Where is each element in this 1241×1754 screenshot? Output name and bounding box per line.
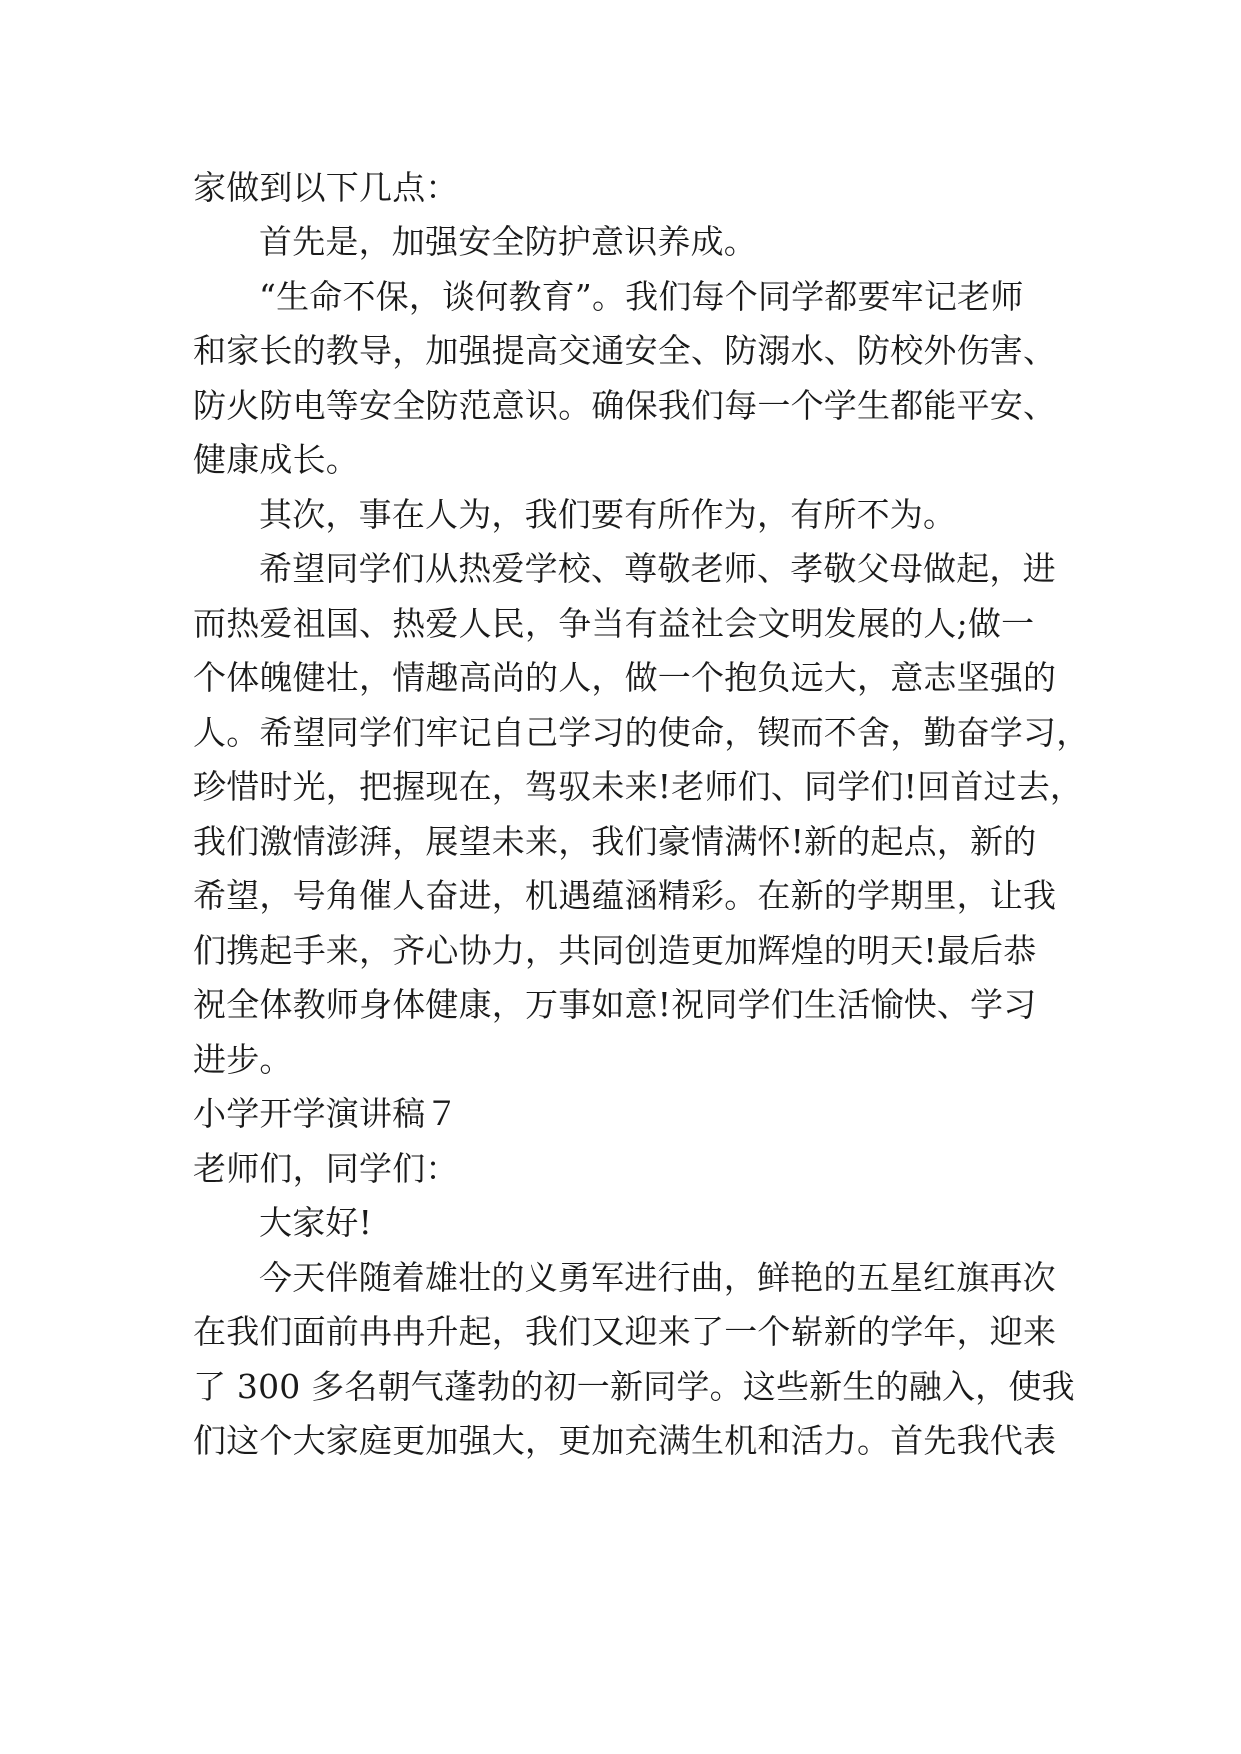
text-line-17: 进步。 <box>193 1040 293 1079</box>
text-line-24: 们这个大家庭更加强大，更加充满生机和活力。首先我代表 <box>193 1421 1057 1460</box>
text-line-12: 珍惜时光，把握现在，驾驭未来!老师们、同学们!回首过去， <box>193 767 1084 806</box>
text-line-6: 健康成长。 <box>193 440 359 479</box>
text-line-7: 其次，事在人为，我们要有所作为，有所不为。 <box>259 495 957 534</box>
text-line-15: 们携起手来，齐心协力，共同创造更加辉煌的明天!最后恭 <box>193 931 1037 970</box>
text-line-3: “生命不保，谈何教育”。我们每个同学都要牢记老师 <box>259 277 1024 316</box>
greeting: 大家好! <box>259 1203 373 1242</box>
text-line-10: 个体魄健壮，情趣高尚的人，做一个抱负远大，意志坚强的 <box>193 658 1057 697</box>
text-line-11: 人。希望同学们牢记自己学习的使命，锲而不舍，勤奋学习， <box>193 713 1090 752</box>
text-line-13: 我们激情澎湃，展望未来，我们豪情满怀!新的起点，新的 <box>193 822 1037 861</box>
salutation: 老师们，同学们： <box>193 1149 459 1188</box>
text-line-1: 家做到以下几点： <box>193 168 459 207</box>
section-heading: 小学开学演讲稿７ <box>193 1094 459 1133</box>
text-line-8: 希望同学们从热爱学校、尊敬老师、孝敬父母做起，进 <box>259 549 1056 588</box>
text-line-21: 今天伴随着雄壮的义勇军进行曲，鲜艳的五星红旗再次 <box>259 1258 1056 1297</box>
text-line-23: 了 300 多名朝气蓬勃的初一新同学。这些新生的融入，使我 <box>193 1367 1075 1406</box>
text-line-14: 希望，号角催人奋进，机遇蕴涵精彩。在新的学期里，让我 <box>193 876 1057 915</box>
text-line-2: 首先是，加强安全防护意识养成。 <box>259 222 757 261</box>
text-line-5: 防火防电等安全防范意识。确保我们每一个学生都能平安、 <box>193 386 1057 425</box>
text-line-4: 和家长的教导，加强提高交通安全、防溺水、防校外伤害、 <box>193 331 1057 370</box>
text-line-9: 而热爱祖国、热爱人民，争当有益社会文明发展的人;做一 <box>193 604 1035 643</box>
text-line-22: 在我们面前冉冉升起，我们又迎来了一个崭新的学年，迎来 <box>193 1312 1057 1351</box>
text-line-16: 祝全体教师身体健康，万事如意!祝同学们生活愉快、学习 <box>193 985 1037 1024</box>
